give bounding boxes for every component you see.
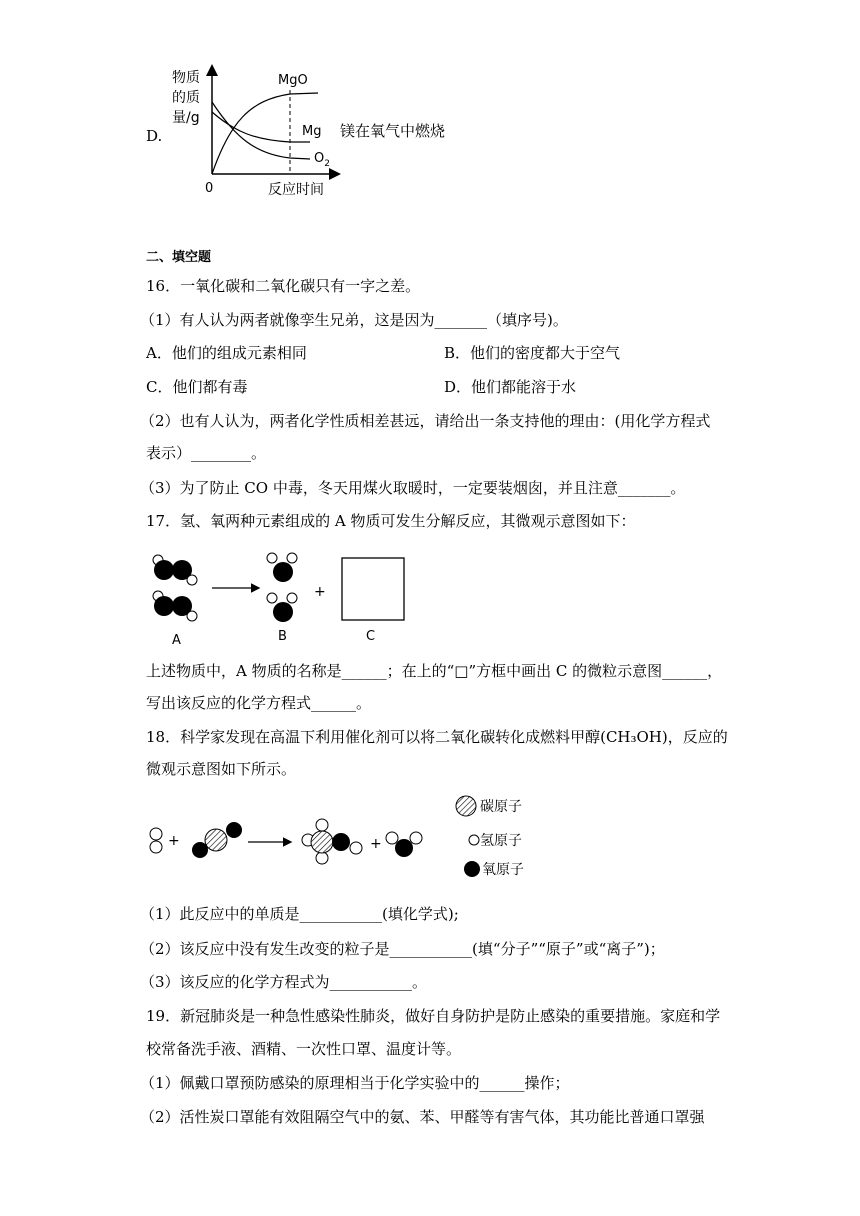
- label-o2: $O_2$: [314, 151, 330, 169]
- curve-o2: [212, 102, 310, 159]
- q17-line2: 写出该反应的化学方程式______。: [146, 694, 372, 712]
- q16-part1: （1）有人认为两者就像孪生兄弟，这是因为_______（填序号)。: [140, 311, 568, 329]
- label-mg: Mg: [302, 124, 322, 139]
- answer-box-c: [342, 558, 404, 620]
- molecule-h2: [150, 828, 162, 853]
- label-mgo: MgO: [278, 73, 308, 88]
- label-c: C: [366, 629, 376, 644]
- y-label-1: 物质: [172, 70, 200, 86]
- legend-oxygen-swatch: [464, 861, 480, 877]
- q16-part2-line2: 表示）________。: [146, 444, 267, 462]
- label-b: B: [278, 629, 287, 644]
- q19-stem-line1: 19．新冠肺炎是一种急性感染性肺炎，做好自身防护是防止感染的重要措施。家庭和学: [146, 1007, 721, 1025]
- plus-sign-2: +: [370, 836, 382, 852]
- legend: [456, 796, 524, 878]
- q19-stem-line2: 校常备洗手液、酒精、一次性口罩、温度计等。: [146, 1040, 462, 1058]
- molecule-a-bottom: [153, 591, 197, 621]
- section-title: 二、填空题: [146, 250, 212, 265]
- graph-caption: 镁在氧气中燃烧: [340, 122, 446, 140]
- q16-stem: 16．一氧化碳和二氧化碳只有一字之差。: [146, 277, 421, 295]
- q16-part3: （3）为了防止 CO 中毒，冬天用煤火取暖时，一定要装烟囱，并且注意_______。: [140, 479, 686, 497]
- molecule-ch3oh: [302, 819, 362, 864]
- q16-option-b: B．他们的密度都大于空气: [444, 344, 621, 362]
- legend-hydrogen-swatch: [469, 835, 479, 845]
- legend-carbon-label: 碳原子: [480, 799, 522, 815]
- q16-option-d: D．他们都能溶于水: [444, 378, 577, 396]
- mass-time-graph: [160, 62, 360, 202]
- label-a: A: [172, 633, 181, 648]
- q19-part2: （2）活性炭口罩能有效阻隔空气中的氨、苯、甲醛等有害气体，其功能比普通口罩强: [140, 1108, 705, 1126]
- q18-stem-line2: 微观示意图如下所示。: [146, 760, 297, 778]
- q17-stem: 17．氢、氧两种元素组成的 A 物质可发生分解反应，其微观示意图如下：: [146, 512, 636, 530]
- legend-oxygen-label: 氧原子: [482, 862, 524, 878]
- q17-line1: 上述物质中，A 物质的名称是______；在上的“□”方框中画出 C 的微粒示意图______，: [146, 662, 723, 680]
- y-label-2: 的质: [172, 90, 200, 106]
- curve-mg: [212, 112, 310, 142]
- molecule-co2: [192, 822, 242, 858]
- legend-carbon-swatch: [456, 796, 476, 816]
- q18-stem-line1: 18．科学家发现在高温下利用催化剂可以将二氧化碳转化成燃料甲醇(CH₃OH)，反应的: [146, 728, 728, 746]
- q18-part1: （1）此反应中的单质是___________(填化学式);: [140, 905, 459, 923]
- q16-option-a: A．他们的组成元素相同: [146, 344, 307, 362]
- molecule-b-bottom: [267, 593, 297, 622]
- origin-label: 0: [205, 181, 214, 196]
- q19-part1: （1）佩戴口罩预防感染的原理相当于化学实验中的______操作；: [140, 1074, 570, 1092]
- molecule-a-top: [153, 555, 197, 585]
- q16-part2-line1: （2）也有人认为，两者化学性质相差甚远，请给出一条支持他的理由：(用化学方程式: [140, 412, 711, 430]
- molecule-b-top: [267, 553, 297, 582]
- molecule-h2o: [386, 832, 422, 857]
- option-d-letter: D.: [146, 127, 163, 145]
- x-label: 反应时间: [268, 182, 324, 198]
- legend-hydrogen-label: 氢原子: [480, 833, 522, 849]
- q18-part3: （3）该反应的化学方程式为___________。: [140, 973, 428, 991]
- plus-sign-1: +: [168, 833, 180, 849]
- q17-reaction-diagram: [140, 548, 420, 648]
- q16-option-c: C．他们都有毒: [146, 378, 248, 396]
- plus-sign: +: [314, 584, 326, 600]
- q18-part2: （2）该反应中没有发生改变的粒子是___________(填“分子”“原子”或“离子”)；: [140, 940, 665, 958]
- y-label-3: 量/g: [172, 110, 200, 126]
- q18-reaction-diagram: [140, 792, 540, 882]
